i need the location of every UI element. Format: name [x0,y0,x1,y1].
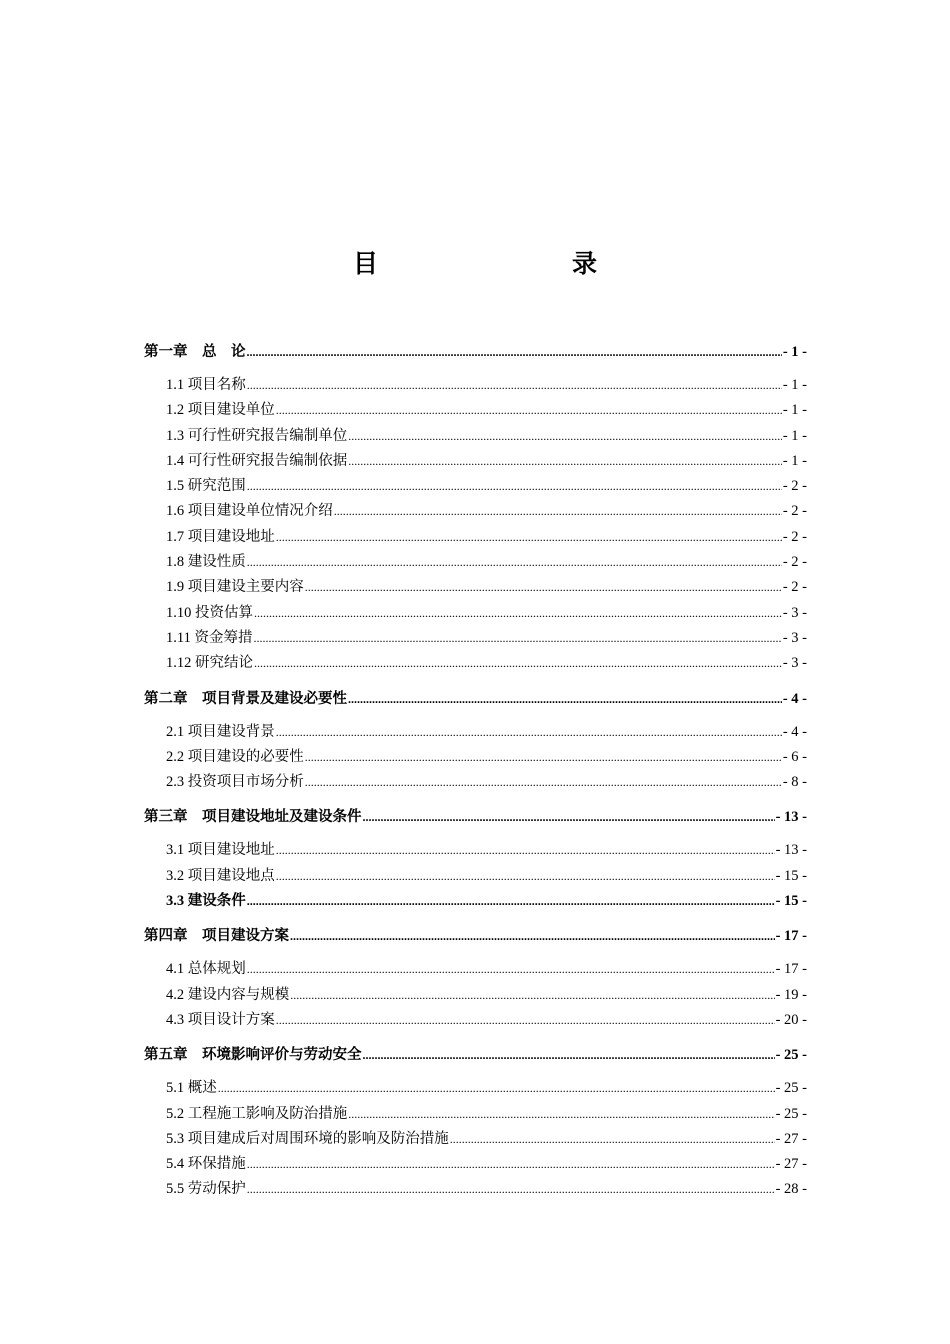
toc-section-entry[interactable] [144,651,807,676]
toc-leader-dots [290,922,775,950]
toc-entry-title: 5.1 概述 [166,1080,217,1097]
toc-leader-dots [247,338,782,366]
toc-leader-dots [247,474,782,499]
toc-section-entry[interactable] [144,601,807,626]
toc-page-number: - 27 - [775,1156,807,1173]
toc-section-entry[interactable] [144,499,807,524]
toc-leader-dots [247,1152,775,1177]
toc-page-number: - 19 - [775,986,807,1003]
toc-section-entry[interactable] [144,1008,807,1033]
toc-page-number: - 27 - [775,1130,807,1147]
toc-chapter-entry[interactable] [144,922,807,950]
toc-page-number: - 13 - [775,842,807,859]
toc-section-entry[interactable] [144,720,807,745]
toc-section-entry[interactable] [144,1102,807,1127]
toc-page-number: - 4 - [782,723,807,740]
toc-section-entry[interactable] [144,1076,807,1101]
toc-leader-dots [348,449,782,474]
toc-chapter-entry[interactable] [144,803,807,831]
toc-leader-dots [276,864,775,889]
toc-page-number: - 17 - [775,961,807,978]
toc-leader-dots [348,424,782,449]
toc-chapter-entry[interactable] [144,1041,807,1069]
toc-page-number: - 6 - [782,748,807,765]
toc-section-entry[interactable] [144,957,807,982]
toc-leader-dots [276,720,782,745]
toc-leader-dots [450,1127,775,1152]
toc-section-entry[interactable] [144,424,807,449]
toc-leader-dots [348,1102,774,1127]
toc-entry-title: 1.2 项目建设单位 [166,402,275,419]
toc-entry-title: 第二章 项目背景及建设必要性 [144,690,347,707]
toc-page-number: - 3 - [782,629,807,646]
toc-page-number: - 1 - [782,377,807,393]
toc-leader-dots [348,685,782,713]
toc-page-number: - 25 - [775,1105,807,1122]
toc-entry-title: 1.5 研究范围 [166,478,246,495]
toc-page-number: - 13 - [775,809,807,826]
toc-chapter-entry[interactable] [144,685,807,713]
toc-leader-dots [363,1041,775,1069]
toc-entry-title: 4.1 总体规划 [166,961,246,978]
toc-leader-dots [247,373,782,398]
toc-page-number: - 2 - [782,478,807,495]
toc-entry-title: 5.3 项目建成后对周围环境的影响及防治措施 [166,1130,449,1147]
toc-page-number: - 15 - [775,867,807,884]
toc-entry-title: 5.5 劳动保护 [166,1181,246,1198]
toc-leader-dots [247,957,775,982]
toc-section-entry[interactable] [144,745,807,770]
toc-section-entry[interactable] [144,474,807,499]
toc-page-number: - 1 - [782,427,807,444]
toc-page-number: - 2 - [782,528,807,545]
toc-entry-title: 第四章 项目建设方案 [144,928,289,945]
toc-leader-dots [305,745,782,770]
toc-page-number: - 3 - [782,604,807,621]
toc-leader-dots [254,651,782,676]
toc-entry-title: 5.2 工程施工影响及防治措施 [166,1105,348,1122]
toc-entry-title: 1.9 项目建设主要内容 [166,579,304,596]
toc-entry-title: 2.3 投资项目市场分析 [166,774,304,791]
toc-entry-title: 1.1 项目名称 [166,377,246,393]
toc-page-number: - 8 - [782,774,807,791]
toc-entry-title: 第三章 项目建设地址及建设条件 [144,809,362,826]
toc-entry-title: 3.1 项目建设地址 [166,842,275,859]
toc-page-number: - 17 - [775,928,807,945]
toc-entry-title: 1.12 研究结论 [166,655,253,672]
toc-page-number: - 1 - [782,344,807,360]
toc-leader-dots [254,601,782,626]
toc-page-number: - 2 - [782,579,807,596]
toc-leader-dots [276,398,782,423]
toc-page-number: - 28 - [775,1181,807,1198]
toc-leader-dots [218,1076,775,1101]
toc-section-entry[interactable] [144,550,807,575]
toc-leader-dots [247,1177,775,1202]
toc-page-number: - 25 - [775,1080,807,1097]
toc-section-entry[interactable] [144,838,807,863]
toc-entry-title: 1.4 可行性研究报告编制依据 [166,452,348,469]
toc-page-number: - 2 - [782,503,807,520]
toc-page-number: - 20 - [775,1011,807,1028]
toc-entry-title: 1.8 建设性质 [166,554,246,571]
toc-leader-dots [247,550,782,575]
toc-entry-title: 5.4 环保措施 [166,1156,246,1173]
toc-entry-title: 1.7 项目建设地址 [166,528,275,545]
toc-entry-title: 第五章 环境影响评价与劳动安全 [144,1047,362,1064]
toc-section-entry[interactable] [144,889,807,914]
toc-entry-title: 1.3 可行性研究报告编制单位 [166,427,348,444]
toc-page-number: - 25 - [775,1047,807,1064]
toc-leader-dots [247,889,775,914]
toc-section-entry[interactable] [144,525,807,550]
toc-section-entry[interactable] [144,626,807,651]
toc-section-entry[interactable] [144,398,807,423]
toc-leader-dots [305,770,782,795]
toc-entry-title: 第一章 总 论 [144,344,246,360]
toc-leader-dots [290,983,774,1008]
toc-page-number: - 3 - [782,655,807,672]
toc-section-entry[interactable] [144,373,807,398]
toc-page-number: - 1 - [782,402,807,419]
toc-leader-dots [276,838,775,863]
toc-section-entry[interactable] [144,983,807,1008]
toc-entry-title: 4.3 项目设计方案 [166,1011,275,1028]
toc-chapter-entry[interactable] [144,338,807,366]
toc-section-entry[interactable] [144,1127,807,1152]
toc-entry-title: 1.6 项目建设单位情况介绍 [166,503,333,520]
toc-entry-title: 3.2 项目建设地点 [166,867,275,884]
toc-section-entry[interactable] [144,770,807,795]
toc-entry-title: 2.2 项目建设的必要性 [166,748,304,765]
toc-entry-title: 3.3 建设条件 [166,893,246,910]
toc-section-entry[interactable] [144,864,807,889]
toc-leader-dots [334,499,782,524]
toc-section-entry[interactable] [144,449,807,474]
toc-section-entry[interactable] [144,575,807,600]
toc-leader-dots [305,575,782,600]
toc-entry-title: 1.10 投资估算 [166,604,253,621]
toc-entry-title: 4.2 建设内容与规模 [166,986,290,1003]
toc-entry-title: 1.11 资金筹措 [166,629,253,646]
toc-page-number: - 4 - [782,690,807,707]
toc-leader-dots [363,803,775,831]
toc-leader-dots [276,525,782,550]
toc-entry-title: 2.1 项目建设背景 [166,723,275,740]
toc-leader-dots [253,626,781,651]
toc-section-entry[interactable] [144,1177,807,1202]
toc-leader-dots [276,1008,775,1033]
toc-section-entry[interactable] [144,1152,807,1177]
toc-page-number: - 1 - [782,452,807,469]
toc-page-number: - 15 - [775,893,807,910]
table-of-contents [144,338,807,1203]
page-title: 目 录 [352,249,645,278]
toc-page-number: - 2 - [782,554,807,571]
